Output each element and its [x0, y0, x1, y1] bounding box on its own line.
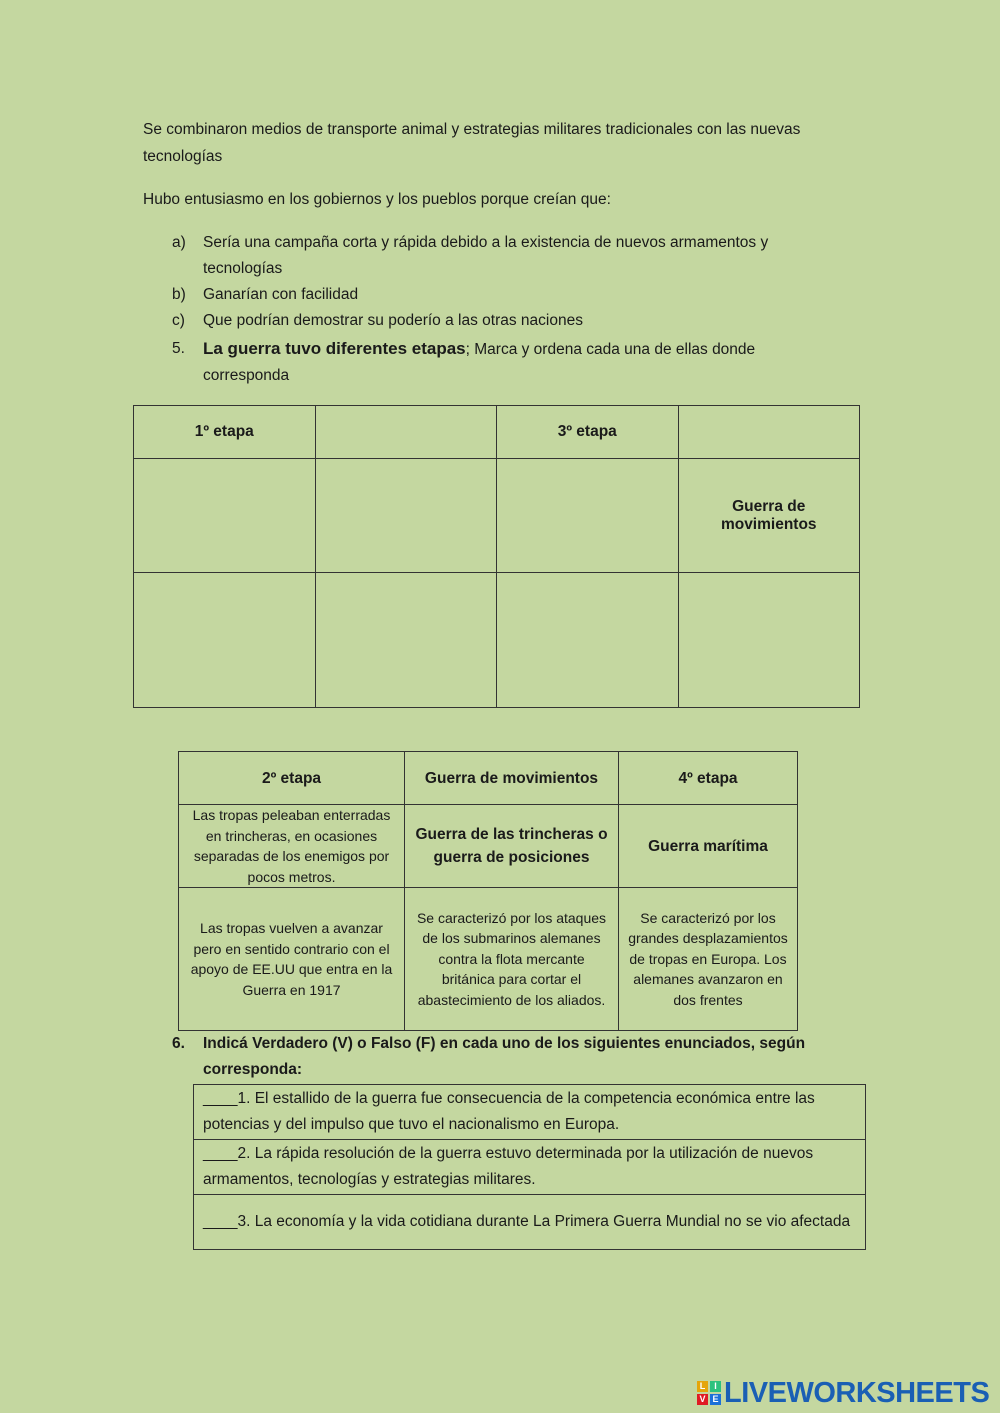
stage-cell: Guerra de movimientos [678, 459, 860, 573]
logo-wordmark: LIVEWORKSHEETS [724, 1376, 990, 1409]
table-row [134, 406, 860, 459]
intro-paragraph: Se combinaron medios de transporte animal y estrategias militares tradicionales con las nuevas tecnologías [143, 121, 801, 165]
logo-letter: I [710, 1381, 721, 1392]
option-card[interactable]: Guerra de movimientos [405, 752, 619, 805]
option-card[interactable]: Las tropas vuelven a avanzar pero en sentido contrario con el apoyo de EE.UU que entra en la Guerra en 1917 [179, 888, 405, 1031]
question-text: Indicá Verdadero (V) o Falso (F) en cada uno de los siguientes enunciados, según corresponda: [203, 1035, 806, 1078]
true-false-table [193, 1084, 866, 1250]
stage-drop-cell[interactable] [497, 459, 679, 573]
question-number: 6. [172, 1035, 185, 1052]
table-row [194, 1195, 866, 1250]
stage-drop-cell[interactable] [315, 459, 497, 573]
list-text: Ganarían con facilidad [203, 286, 359, 303]
enthusiasm-paragraph: Hubo entusiasmo en los gobiernos y los pueblos porque creían que: [143, 191, 611, 208]
stage-cell: 1º etapa [134, 406, 316, 459]
liveworksheets-logo[interactable] [697, 1378, 989, 1408]
stage-table [133, 405, 860, 708]
stage-cell: 3º etapa [497, 406, 679, 459]
table-row [179, 752, 798, 805]
stage-drop-cell[interactable] [678, 573, 860, 708]
table-row [179, 888, 798, 1031]
table-row [179, 805, 798, 888]
question-text [203, 336, 822, 389]
logo-letter: L [697, 1381, 708, 1392]
logo-letter: V [697, 1394, 708, 1405]
question-number: 5. [172, 340, 185, 357]
list-item [172, 230, 822, 282]
table-row [134, 459, 860, 573]
option-card[interactable]: Guerra marítima [619, 805, 798, 888]
question-bold-text: La guerra tuvo diferentes etapas [203, 339, 466, 358]
option-card[interactable]: Se caracterizó por los grandes desplazamientos de tropas en Europa. Los alemanes avanzaron en dos frentes [619, 888, 798, 1031]
stage-drop-cell[interactable] [315, 406, 497, 459]
stage-drop-cell[interactable] [134, 573, 316, 708]
list-marker: a) [172, 234, 186, 251]
option-card[interactable]: Se caracterizó por los ataques de los submarinos alemanes contra la flota mercante británica para cortar el abastecimiento de los aliados. [405, 888, 619, 1031]
list-marker: b) [172, 286, 186, 303]
stage-drop-cell[interactable] [497, 573, 679, 708]
option-card[interactable]: 4º etapa [619, 752, 798, 805]
table-row [194, 1085, 866, 1140]
logo-letter: E [710, 1394, 721, 1405]
question-rest-text: ; Marca y ordena cada una de ellas donde corresponda [203, 341, 756, 384]
true-false-statement[interactable]: ____3. La economía y la vida cotidiana durante La Primera Guerra Mundial no se vio afectada [194, 1195, 866, 1250]
option-card[interactable]: Las tropas peleaban enterradas en trincheras, en ocasiones separadas de los enemigos por pocos metros. [179, 805, 405, 888]
stage-drop-cell[interactable] [678, 406, 860, 459]
option-card[interactable]: Guerra de las trincheras o guerra de posiciones [405, 805, 619, 888]
options-table [178, 751, 798, 1031]
table-row [134, 573, 860, 708]
table-row [194, 1140, 866, 1195]
question-5 [172, 336, 822, 389]
option-card[interactable]: 2º etapa [179, 752, 405, 805]
reasons-list [172, 230, 822, 334]
list-marker: c) [172, 312, 185, 329]
list-item [172, 308, 822, 334]
stage-drop-cell[interactable] [134, 459, 316, 573]
true-false-statement[interactable]: ____1. El estallido de la guerra fue consecuencia de la competencia económica entre las potencias y del impulso que tuvo el nacionalismo en Europa. [194, 1085, 866, 1140]
list-text: Que podrían demostrar su poderío a las otras naciones [203, 312, 583, 329]
question-6 [172, 1031, 832, 1083]
live-grid-icon [697, 1381, 721, 1405]
true-false-statement[interactable]: ____2. La rápida resolución de la guerra estuvo determinada por la utilización de nuevos armamentos, tecnologías y estrategias militares. [194, 1140, 866, 1195]
list-item [172, 282, 822, 308]
list-text: Sería una campaña corta y rápida debido a la existencia de nuevos armamentos y tecnologías [203, 234, 769, 277]
stage-drop-cell[interactable] [315, 573, 497, 708]
